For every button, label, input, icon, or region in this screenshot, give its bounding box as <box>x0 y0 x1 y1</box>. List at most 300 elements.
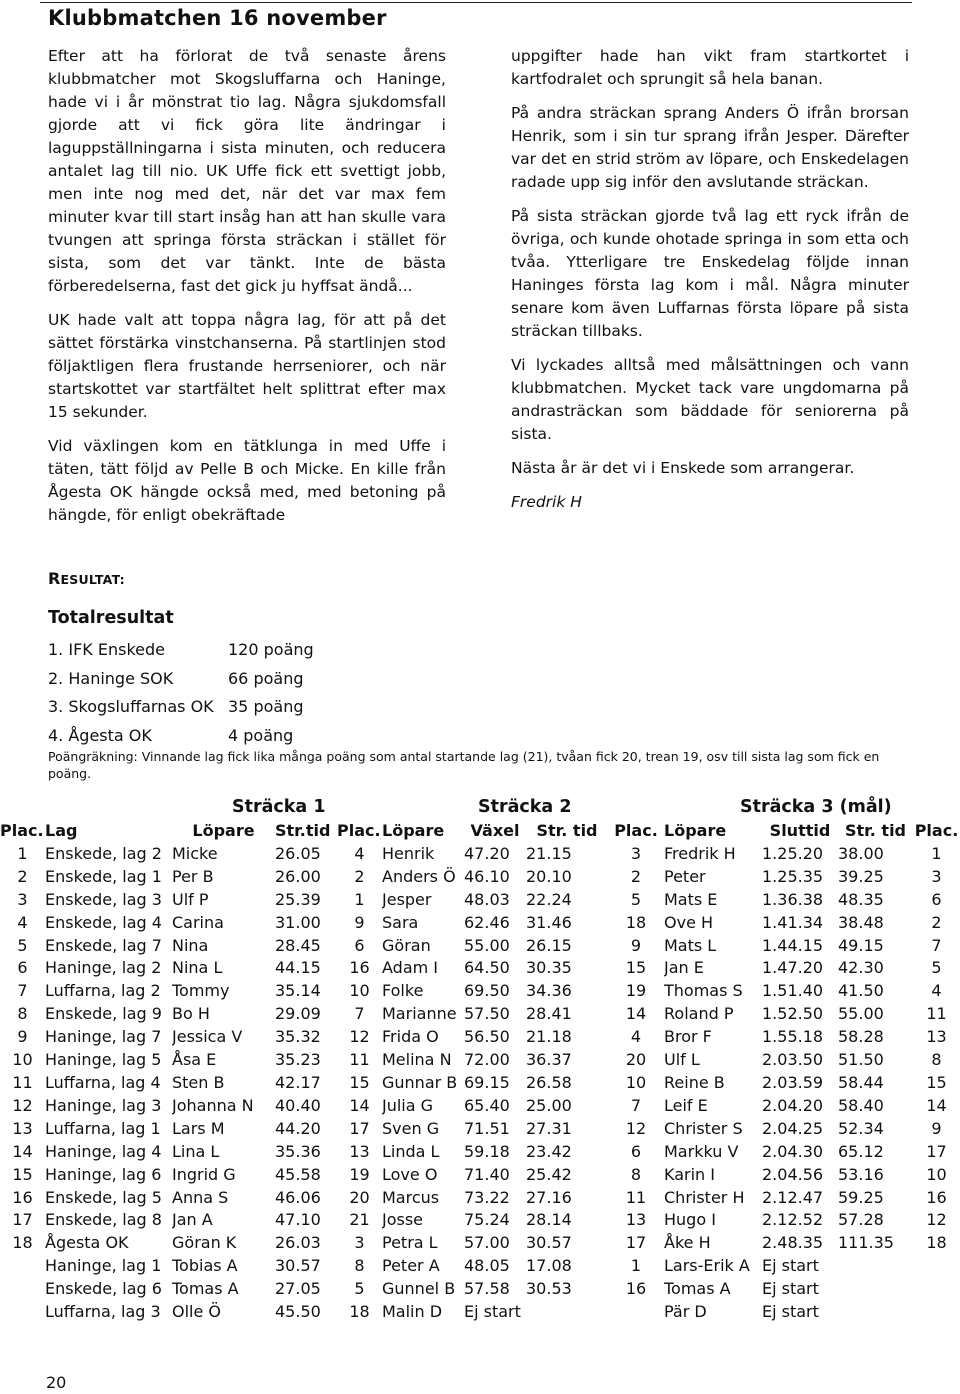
table-cell: 59.18 <box>464 1141 510 1161</box>
table-cell: Sara <box>382 912 419 932</box>
column-header: Sluttid <box>769 821 831 840</box>
results-table <box>0 820 960 1324</box>
paragraph: Vi lyckades alltså med målsättningen och vann klubbmatchen. Mycket tack vare ungdomarna på andrasträckan som bäddade för seniorerna på sista. <box>511 356 909 443</box>
table-cell: 20 <box>349 1187 370 1207</box>
table-cell: Gunnar B <box>382 1072 458 1092</box>
table-cell: 41.50 <box>838 981 884 1001</box>
table-cell <box>913 1255 960 1278</box>
table-row <box>0 1278 960 1301</box>
table-cell: Per B <box>172 866 214 886</box>
table-cell: 4 <box>931 981 942 1001</box>
results-heading-rest: ESULTAT: <box>60 572 125 587</box>
table-cell: Gunnel B <box>382 1279 456 1299</box>
table-cell: 17 <box>349 1118 370 1138</box>
table-cell: Leif E <box>664 1095 708 1115</box>
table-cell: 10 <box>12 1050 33 1070</box>
table-cell: Malin D <box>382 1302 443 1322</box>
table-cell: Luffarna, lag 2 <box>45 981 161 1001</box>
table-cell: Enskede, lag 9 <box>45 1004 162 1024</box>
table-cell: Peter <box>664 866 706 886</box>
table-row <box>0 935 960 958</box>
table-cell: 47.10 <box>275 1210 321 1230</box>
column-header: Plac. <box>614 821 658 840</box>
table-cell: Reine B <box>664 1072 725 1092</box>
table-cell: 8 <box>630 1164 642 1184</box>
table-cell: 17 <box>625 1233 647 1253</box>
table-cell: 1.44.15 <box>762 935 824 955</box>
paragraph: Efter att ha förlorat de två senaste årens klubbmatcher mot Skogsluffarna och Haninge, hade vi i år mönstrat tio lag. Några sjukdomsfall gjorde att vi fick göra lite ändringar i laguppställningarna i sista minuten, och reducera antalet lag till nio. UK Uffe fick ett svettigt jobb, men inte nog med det, när det var max fem minuter kvar till start insåg han att han skulle vara tvungen att springa första sträckan i stället för sista, som det var tänkt. Inte de bästa förberedelserna, fast det gick ju hyffsat ändå... <box>48 47 446 295</box>
table-cell: 1 <box>354 889 365 909</box>
paragraph: Vid växlingen kom en tätklunga in med Uffe i täten, tätt följd av Pelle B och Micke. En kille från Ågesta OK hängde också med, med betoning på hängde, för enligt obekräftade <box>48 437 446 524</box>
table-cell: 9 <box>17 1027 28 1047</box>
table-cell: 7 <box>630 1095 642 1115</box>
table-cell: 44.20 <box>275 1118 321 1138</box>
table-cell: 10 <box>349 981 370 1001</box>
table-row <box>0 980 960 1003</box>
table-cell: Haninge, lag 7 <box>45 1027 162 1047</box>
table-cell: 1.51.40 <box>762 981 824 1001</box>
standing-team: 2. Haninge SOK <box>48 668 174 688</box>
table-cell: Christer H <box>664 1187 745 1207</box>
top-rule <box>40 2 912 3</box>
table-cell: 53.16 <box>838 1164 884 1184</box>
table-cell: 65.40 <box>464 1095 510 1115</box>
table-header-row <box>0 820 960 843</box>
table-cell: 57.58 <box>464 1279 510 1299</box>
table-cell: 1.41.34 <box>762 912 824 932</box>
table-cell: 69.15 <box>464 1072 510 1092</box>
table-row <box>0 957 960 980</box>
table-cell: 5 <box>17 935 28 955</box>
table-cell: Adam I <box>382 958 439 978</box>
table-cell: 26.15 <box>526 935 572 955</box>
table-cell: 21.18 <box>526 1027 572 1047</box>
table-cell: Haninge, lag 6 <box>45 1164 162 1184</box>
table-cell: 18 <box>625 912 647 932</box>
table-row <box>0 889 960 912</box>
table-cell: 72.00 <box>464 1050 510 1070</box>
table-cell: 47.20 <box>464 843 510 863</box>
table-cell: 57.00 <box>464 1233 510 1253</box>
author-signature: Fredrik H <box>511 493 582 511</box>
standing-team: 4. Ågesta OK <box>48 725 152 745</box>
table-cell <box>838 1301 913 1324</box>
table-cell: 3 <box>931 866 942 886</box>
table-cell: Linda L <box>382 1141 440 1161</box>
table-cell: Sven G <box>382 1118 440 1138</box>
table-cell: Enskede, lag 3 <box>45 889 162 909</box>
table-cell: 9 <box>354 912 365 932</box>
table-cell: Nina L <box>172 958 223 978</box>
table-cell: 2.03.50 <box>762 1050 824 1070</box>
table-row <box>0 866 960 889</box>
table-cell: 11 <box>12 1072 33 1092</box>
table-cell: Anders Ö <box>382 866 456 886</box>
table-row <box>0 1072 960 1095</box>
table-cell: 21.15 <box>526 843 572 863</box>
table-cell: Ej start <box>762 1302 819 1322</box>
table-cell: Enskede, lag 7 <box>45 935 162 955</box>
leg-3-title: Sträcka 3 (mål) <box>740 797 892 817</box>
table-cell: 5 <box>354 1279 365 1299</box>
table-cell: Micke <box>172 843 218 863</box>
table-cell: 9 <box>630 935 642 955</box>
table-cell: Mats L <box>664 935 717 955</box>
standing-row <box>48 722 314 751</box>
table-cell: Ej start <box>762 1256 819 1276</box>
table-cell: 3 <box>354 1233 365 1253</box>
table-cell: 2 <box>17 866 28 886</box>
table-cell: 1 <box>931 843 942 863</box>
table-cell: 20 <box>625 1050 647 1070</box>
table-cell: 6 <box>931 889 942 909</box>
table-cell: Thomas S <box>664 981 743 1001</box>
table-cell: 1.36.38 <box>762 889 824 909</box>
table-row <box>0 912 960 935</box>
standing-points: 120 poäng <box>228 640 314 659</box>
table-row <box>0 1118 960 1141</box>
table-cell: 11 <box>625 1187 647 1207</box>
page-number: 20 <box>46 1373 67 1392</box>
table-cell: 2 <box>354 866 365 886</box>
table-cell: Ulf L <box>664 1050 700 1070</box>
paragraph: UK hade valt att toppa några lag, för att på det sättet förstärka vinstchanserna. På startlinjen stod följaktligen flera frustande herrseniorer, och när startskottet var startfältet helt splittrat efter max 15 sekunder. <box>48 311 446 421</box>
standing-points: 4 poäng <box>228 725 294 745</box>
table-cell: Carina <box>172 912 224 932</box>
table-cell: 111.35 <box>838 1233 894 1253</box>
table-cell: 42.30 <box>838 958 884 978</box>
table-cell: Anna S <box>172 1187 229 1207</box>
table-cell: 42.17 <box>275 1072 321 1092</box>
table-cell: 12 <box>349 1027 370 1047</box>
table-cell: 25.39 <box>275 889 321 909</box>
table-cell: 34.36 <box>526 981 572 1001</box>
standing-points: 66 poäng <box>228 668 304 688</box>
table-cell: Bo H <box>172 1004 210 1024</box>
table-cell: 71.51 <box>464 1118 510 1138</box>
table-cell: Frida O <box>382 1027 439 1047</box>
table-cell: Enskede, lag 8 <box>45 1210 162 1230</box>
table-cell: 14 <box>12 1141 33 1161</box>
table-cell: 4 <box>354 843 365 863</box>
table-cell: 16 <box>349 958 370 978</box>
table-cell: Jesper <box>382 889 432 909</box>
table-row <box>0 1255 960 1278</box>
table-cell: 26.00 <box>275 866 321 886</box>
table-row <box>0 1232 960 1255</box>
table-cell: Peter A <box>382 1256 440 1276</box>
table-cell: 13 <box>349 1141 370 1161</box>
table-cell: 35.32 <box>275 1027 321 1047</box>
table-cell: 19 <box>625 981 647 1001</box>
table-cell: Mats E <box>664 889 718 909</box>
table-cell: 31.46 <box>526 912 572 932</box>
standing-row <box>48 693 314 722</box>
table-cell: 30.35 <box>526 958 572 978</box>
table-cell: Luffarna, lag 1 <box>45 1118 161 1138</box>
table-cell: 38.00 <box>838 843 884 863</box>
table-cell: 48.05 <box>464 1256 510 1276</box>
table-cell: 25.00 <box>526 1095 572 1115</box>
table-cell: 31.00 <box>275 912 321 932</box>
total-results-title: Totalresultat <box>48 608 174 628</box>
table-cell: 26.58 <box>526 1072 572 1092</box>
column-header: Plac. <box>337 821 381 840</box>
table-cell: 20.10 <box>526 866 572 886</box>
table-cell <box>838 1255 913 1278</box>
standing-team: 3. Skogsluffarnas OK <box>48 697 214 716</box>
table-cell: 15 <box>12 1164 33 1184</box>
table-cell: 22.24 <box>526 889 572 909</box>
table-cell: 27.16 <box>526 1187 572 1207</box>
table-cell: 2.12.47 <box>762 1187 824 1207</box>
table-cell: 2.12.52 <box>762 1210 824 1230</box>
table-cell: 2.04.25 <box>762 1118 824 1138</box>
scoring-note: Poängräkning: Vinnande lag fick lika många poäng som antal startande lag (21), tvåan fick 20, trean 19, osv till sista lag som fick en poäng. <box>48 749 880 781</box>
table-cell: 8 <box>354 1256 365 1276</box>
table-cell: Luffarna, lag 3 <box>45 1302 161 1322</box>
standing-points: 35 poäng <box>228 697 304 716</box>
table-cell: 55.00 <box>838 1004 884 1024</box>
table-row <box>0 1095 960 1118</box>
table-cell: 28.45 <box>275 935 321 955</box>
table-cell: Tomas A <box>172 1279 239 1299</box>
table-cell: Tommy <box>172 981 230 1001</box>
table-cell: 16 <box>926 1187 947 1207</box>
table-cell: Luffarna, lag 4 <box>45 1072 161 1092</box>
table-cell: Åke H <box>664 1233 711 1253</box>
column-header: Str. tid <box>536 821 598 840</box>
table-cell <box>0 1301 45 1324</box>
standing-row <box>48 636 314 665</box>
table-cell: Love O <box>382 1164 438 1184</box>
table-cell: 7 <box>931 935 942 955</box>
table-cell: 45.50 <box>275 1302 321 1322</box>
table-cell: 9 <box>931 1118 942 1138</box>
table-cell: 25.42 <box>526 1164 572 1184</box>
table-cell: 45.58 <box>275 1164 321 1184</box>
column-header: Löpare <box>192 821 255 840</box>
table-cell <box>0 1278 45 1301</box>
table-body <box>0 843 960 1324</box>
table-cell: 1 <box>17 843 28 863</box>
column-header: Växel <box>470 821 520 840</box>
table-cell: Josse <box>382 1210 424 1230</box>
table-cell: Bror F <box>664 1027 712 1047</box>
table-cell: 57.50 <box>464 1004 510 1024</box>
table-cell: 2.48.35 <box>762 1233 824 1253</box>
table-cell: 17 <box>926 1141 947 1161</box>
table-cell: 18 <box>926 1233 947 1253</box>
table-cell: Haninge, lag 5 <box>45 1050 162 1070</box>
paragraph: Nästa år är det vi i Enskede som arrangerar. <box>511 459 855 477</box>
results-heading <box>48 569 125 588</box>
table-cell: 48.35 <box>838 889 884 909</box>
table-cell: 17.08 <box>526 1256 572 1276</box>
table-cell: Lina L <box>172 1141 220 1161</box>
leg-1-title: Sträcka 1 <box>232 797 326 817</box>
table-cell: 26.05 <box>275 843 321 863</box>
table-cell <box>608 1301 664 1324</box>
table-row <box>0 1301 960 1324</box>
table-cell: Enskede, lag 2 <box>45 843 162 863</box>
table-cell: 73.22 <box>464 1187 510 1207</box>
table-cell: 30.53 <box>526 1279 572 1299</box>
table-cell: 13 <box>625 1210 647 1230</box>
table-cell: Haninge, lag 1 <box>45 1256 162 1276</box>
table-cell: 75.24 <box>464 1210 510 1230</box>
table-cell: 36.37 <box>526 1050 572 1070</box>
results-heading-initial: R <box>48 569 61 588</box>
article-column-left <box>48 45 446 538</box>
table-cell: 18 <box>349 1302 370 1322</box>
table-cell <box>526 1301 608 1324</box>
table-cell: 46.06 <box>275 1187 321 1207</box>
table-cell: Ulf P <box>172 889 209 909</box>
table-cell <box>838 1278 913 1301</box>
table-cell: 14 <box>926 1095 947 1115</box>
table-cell: 30.57 <box>526 1233 572 1253</box>
table-cell: Julia G <box>382 1095 434 1115</box>
table-cell: 58.40 <box>838 1095 884 1115</box>
table-cell: 15 <box>349 1072 370 1092</box>
table-cell: 29.09 <box>275 1004 321 1024</box>
table-cell: 12 <box>625 1118 647 1138</box>
table-cell: 23.42 <box>526 1141 572 1161</box>
table-cell: Sten B <box>172 1072 225 1092</box>
table-cell: 39.25 <box>838 866 884 886</box>
table-cell: 6 <box>354 935 365 955</box>
table-cell: 6 <box>17 958 28 978</box>
table-row <box>0 1141 960 1164</box>
table-cell: 30.57 <box>275 1256 321 1276</box>
table-cell: 19 <box>349 1164 370 1184</box>
table-cell: 27.31 <box>526 1118 572 1138</box>
table-cell: Haninge, lag 3 <box>45 1095 162 1115</box>
table-cell: 2.04.56 <box>762 1164 824 1184</box>
table-cell: Roland P <box>664 1004 734 1024</box>
table-row <box>0 1187 960 1210</box>
column-header: Löpare <box>664 821 727 840</box>
table-cell: 57.28 <box>838 1210 884 1230</box>
table-cell: Enskede, lag 4 <box>45 912 162 932</box>
table-cell: 64.50 <box>464 958 510 978</box>
table-cell: 5 <box>630 889 642 909</box>
table-cell: 7 <box>17 981 28 1001</box>
table-cell: 35.36 <box>275 1141 321 1161</box>
table-cell: 7 <box>354 1004 365 1024</box>
article-column-right <box>511 45 909 525</box>
table-cell: 15 <box>625 958 647 978</box>
table-cell: Göran K <box>172 1233 237 1253</box>
table-cell: 12 <box>12 1095 33 1115</box>
table-cell: 1.52.50 <box>762 1004 824 1024</box>
table-cell: Karin I <box>664 1164 715 1184</box>
table-cell <box>913 1301 960 1324</box>
table-cell: Lars-Erik A <box>664 1256 750 1276</box>
table-cell: 16 <box>625 1279 647 1299</box>
table-row <box>0 1026 960 1049</box>
table-cell: Folke <box>382 981 424 1001</box>
table-cell: Ove H <box>664 912 714 932</box>
table-cell: 11 <box>349 1050 370 1070</box>
table-cell: 10 <box>625 1072 647 1092</box>
standings-list <box>48 636 314 750</box>
table-cell: 28.14 <box>526 1210 572 1230</box>
table-cell: 38.48 <box>838 912 884 932</box>
table-cell: 49.15 <box>838 935 884 955</box>
table-cell <box>0 1255 45 1278</box>
column-header: Str. tid <box>844 821 906 840</box>
table-cell: 27.05 <box>275 1279 321 1299</box>
table-cell: Tomas A <box>664 1279 731 1299</box>
table-cell: 14 <box>625 1004 647 1024</box>
column-header: Plac. <box>0 821 44 840</box>
leg-2-title: Sträcka 2 <box>478 797 572 817</box>
table-cell: 14 <box>349 1095 370 1115</box>
table-cell: 4 <box>17 912 28 932</box>
table-cell: Olle Ö <box>172 1302 222 1322</box>
table-cell: Henrik <box>382 843 435 863</box>
table-cell: 12 <box>926 1210 947 1230</box>
column-header: Str.tid <box>275 821 331 840</box>
table-cell: 1.25.35 <box>762 866 824 886</box>
table-cell: 55.00 <box>464 935 510 955</box>
table-cell: 40.40 <box>275 1095 321 1115</box>
table-cell: 65.12 <box>838 1141 884 1161</box>
table-cell: Hugo I <box>664 1210 716 1230</box>
table-cell: 58.44 <box>838 1072 884 1092</box>
table-cell: Enskede, lag 1 <box>45 866 162 886</box>
table-cell: Ej start <box>464 1302 521 1322</box>
table-cell: 8 <box>17 1004 28 1024</box>
paragraph: uppgifter hade han vikt fram startkortet i kartfodralet och sprungit så hela banan. <box>511 47 909 88</box>
table-cell: 48.03 <box>464 889 510 909</box>
table-cell: 35.23 <box>275 1050 321 1070</box>
paragraph: På sista sträckan gjorde två lag ett ryck ifrån de övriga, och kunde ohotade springa in som etta och tvåa. Ytterligare tre Enskedelag följde innan Haninges första lag kom i mål. Några minuter senare kom även Luffarnas första löpare på sista sträckan tillbaks. <box>511 207 909 340</box>
table-row <box>0 1049 960 1072</box>
table-cell: 46.10 <box>464 866 510 886</box>
table-cell: 13 <box>12 1118 33 1138</box>
table-cell: 1.25.20 <box>762 843 824 863</box>
table-cell: Melina N <box>382 1050 452 1070</box>
table-cell: Ej start <box>762 1279 819 1299</box>
table-cell: 52.34 <box>838 1118 884 1138</box>
table-cell: Markku V <box>664 1141 739 1161</box>
table-cell: 2 <box>630 866 642 886</box>
table-cell: Marianne <box>382 1004 457 1024</box>
table-cell: Enskede, lag 5 <box>45 1187 162 1207</box>
standing-team: 1. IFK Enskede <box>48 640 165 659</box>
table-cell: Pär D <box>664 1302 707 1322</box>
table-cell: 1.55.18 <box>762 1027 824 1047</box>
table-cell: 2.04.30 <box>762 1141 824 1161</box>
table-cell: 15 <box>926 1072 947 1092</box>
table-cell: Johanna N <box>172 1095 254 1115</box>
table-cell: 13 <box>926 1027 947 1047</box>
table-cell: 59.25 <box>838 1187 884 1207</box>
table-cell: 2 <box>931 912 942 932</box>
table-cell: 62.46 <box>464 912 510 932</box>
article-title: Klubbmatchen 16 november <box>48 6 387 30</box>
table-cell: 2.03.59 <box>762 1072 824 1092</box>
column-header: Löpare <box>382 821 445 840</box>
table-cell: Haninge, lag 4 <box>45 1141 162 1161</box>
table-cell: 10 <box>926 1164 947 1184</box>
standing-row <box>48 665 314 694</box>
table-cell: 71.40 <box>464 1164 510 1184</box>
table-cell: 26.03 <box>275 1233 321 1253</box>
